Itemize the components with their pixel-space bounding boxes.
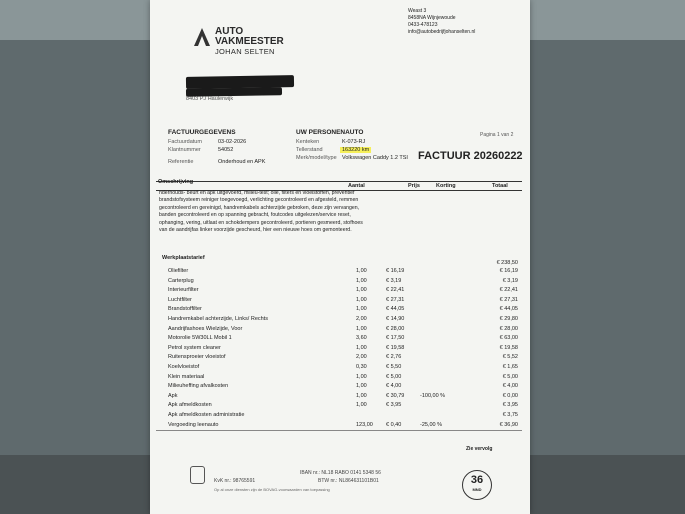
kvk-number: KvK nr.: 98765591 [214,478,256,484]
warranty-badge [462,470,492,500]
item-total: € 28,00 [499,325,518,332]
item-price: € 27,31 [386,296,405,303]
item-description: Koelvloeistof [168,364,200,370]
item-total: € 27,31 [499,296,518,303]
logo-text [215,27,284,47]
item-price: € 17,50 [386,335,405,342]
section-total: € 238,50 [496,260,518,266]
item-description: Ruitensproeier vloeistof [168,354,226,361]
item-price: € 0,40 [386,421,402,428]
item-price: € 2,76 [386,354,402,361]
item-quantity: 1,00 [356,392,367,399]
item-total: € 29,80 [499,316,518,322]
plate-label: Kenteken [296,139,320,145]
item-description: Apk afmeldkosten [168,402,212,409]
bank-vat: BTW nr.: NL864631101B01 [318,478,379,484]
table-row [150,316,530,326]
item-description: Petrol system cleaner [168,344,221,351]
item-price: € 30,79 [386,392,405,399]
item-total: € 3,19 [502,277,518,284]
item-description: Luchtfilter [168,296,192,303]
item-quantity: 1,00 [356,383,367,390]
table-row [150,297,530,307]
item-price: € 3,95 [386,402,402,409]
address-line-4: info@autobedrijfjohanselten.nl [408,29,476,35]
table-row [150,326,530,336]
item-quantity: 1,00 [356,287,367,294]
item-total: € 63,00 [499,335,518,342]
item-description: Milieuheffing afvalkosten [168,383,229,390]
table-row [150,402,530,412]
item-quantity: 1,00 [356,325,367,332]
item-price: € 19,58 [386,344,405,351]
table-row [150,287,530,297]
logo-icon [193,27,211,47]
item-quantity: 1,00 [356,344,367,351]
odometer-label: Tellerstand [296,147,323,153]
item-total: € 36,90 [499,421,518,428]
item-total: € 44,05 [499,306,518,313]
item-quantity: 1,00 [356,373,367,380]
item-total: € 16,19 [499,268,518,274]
table-row [150,345,530,355]
table-row [150,268,530,278]
item-price: € 4,00 [386,383,402,390]
col-total-header: Totaal [492,183,508,189]
logo-line2: VAKMEESTER [215,36,284,47]
item-description: Motorolie 5W30LL Mobil 1 [168,335,232,342]
odometer-value [340,147,371,153]
table-row [150,383,530,393]
invoice-title: FACTUUR 20260222 [418,150,523,162]
item-price: € 22,41 [386,287,405,294]
client-number-value: 54052 [218,147,234,153]
item-total: € 3,75 [502,412,518,418]
vehicle-heading: UW PERSONENAUTO [296,129,364,136]
invoice-paper [150,0,530,514]
item-total: € 22,41 [499,287,518,294]
table-row [150,335,530,345]
page-number: Pagina 1 van 2 [480,132,514,138]
section-label: Werkplaatstarief [162,255,205,261]
item-description: Aandrijfashoes Wielzijde, Voor [168,325,243,332]
item-description: Handremkabel achterzijde, Links/ Rechts [168,316,268,322]
item-quantity: 2,00 [356,354,367,361]
item-price: € 28,00 [386,325,405,332]
bank-iban: IBAN nr.: NL18 RABO 0141 5348 56 [300,470,381,476]
item-total: € 5,00 [502,373,518,380]
item-total: € 3,95 [502,402,518,409]
bovag-stamp-icon [190,466,205,484]
item-quantity: 3,60 [356,335,367,342]
item-price: € 5,00 [386,373,402,380]
item-description: Apk [168,392,178,399]
recipient-city: 8403 PJ Haulerwijk [186,96,234,102]
table-row [150,278,530,288]
item-quantity: 1,00 [356,268,367,274]
address-line-3: 0433-478123 [408,22,438,28]
item-description: Carterplug [168,277,194,284]
item-description: Apk afmeldkosten administratie [168,412,245,418]
table-row [150,364,530,374]
item-quantity: 1,00 [356,402,367,409]
item-description: Klein materiaal [168,373,205,380]
table-header-rule-top [156,181,522,182]
col-qty-header: Aantal [348,183,365,189]
col-desc-header: Omschrijving [158,179,194,185]
table-row [150,412,530,422]
item-price: € 3,19 [386,277,402,284]
address-line-2: 8458NA Wijnjewoude [408,15,456,21]
logo-subtitle: JOHAN SELTEN [215,47,275,56]
table-row [150,354,530,364]
table-row [150,393,530,403]
invoice-data-heading: FACTUURGEGEVENS [168,129,236,136]
col-price-header: Prijs [408,183,420,189]
address-line-1: Weast 3 [408,8,427,14]
client-number-label: Klantnummer [168,147,201,153]
table-row [150,306,530,316]
item-quantity: 2,00 [356,316,367,322]
item-price: € 14,90 [386,316,405,322]
table-end-rule [156,430,522,431]
item-discount: -100,00 % [420,392,446,399]
terms-text: Op al onze diensten zijn de BOVAG-voorwaarden van toepassing [214,487,330,492]
item-discount: -25,00 % [420,421,443,428]
item-description: Vergoeding leenauto [168,421,219,428]
item-quantity: 0,30 [356,364,367,370]
item-price: € 44,05 [386,306,405,313]
item-quantity: 1,00 [356,306,367,313]
badge-sub: MND [472,487,482,492]
work-description: nderhouds- beurt en apk uitgevoerd, milieu-test; olie, filters en vloeistoffen, preventief brandstofsysteem reiniger toegevoegd, verlichting gecontroleerd en afgesteld, remmen gecontroleerd en gereinigd, handremkabels achterzijde gebroken, deze zijn vervangen, banden gecontroleerd en op spanning gebracht, foutcodes uitgelezen/service reset, ophanging, vering, uitlaat en schokdempers gecontroleerd, portieren gesmeerd, stofhoes van de aandrijfas linker voorzijde gescheurd, hier een nieuwe hoes om gemonteerd. [159,190,363,234]
item-price: € 5,50 [386,364,402,370]
table-row [150,374,530,384]
col-disc-header: Korting [436,183,456,189]
item-quantity: 1,00 [356,296,367,303]
item-description: Interieurfilter [168,287,199,294]
item-quantity: 123,00 [356,421,373,428]
invoice-date-label: Factuurdatum [168,139,202,145]
item-quantity: 1,00 [356,277,367,284]
item-description: Oliefilter [168,268,189,274]
invoice-date-value: 03-02-2026 [218,139,247,145]
logo-line1: AUTO [215,26,244,37]
item-total: € 0,00 [502,392,518,399]
model-value: Volkswagen Caddy 1.2 TSI [342,155,408,161]
item-description: Brandstoffilter [168,306,202,313]
plate-value: K-073-RJ [342,139,366,145]
badge-number: 36 [470,474,484,486]
reference-label: Referentie [168,159,194,165]
continued-label: Zie vervolg [466,446,493,452]
reference-value: Onderhoud en APK [218,159,266,165]
item-total: € 5,52 [502,354,518,361]
item-total: € 4,00 [502,383,518,390]
item-price: € 16,19 [386,268,405,274]
odometer-highlight: 163220 km [342,147,370,153]
item-total: € 19,58 [499,344,518,351]
model-label: Merk/model/type [296,155,337,161]
item-total: € 1,65 [502,364,518,370]
